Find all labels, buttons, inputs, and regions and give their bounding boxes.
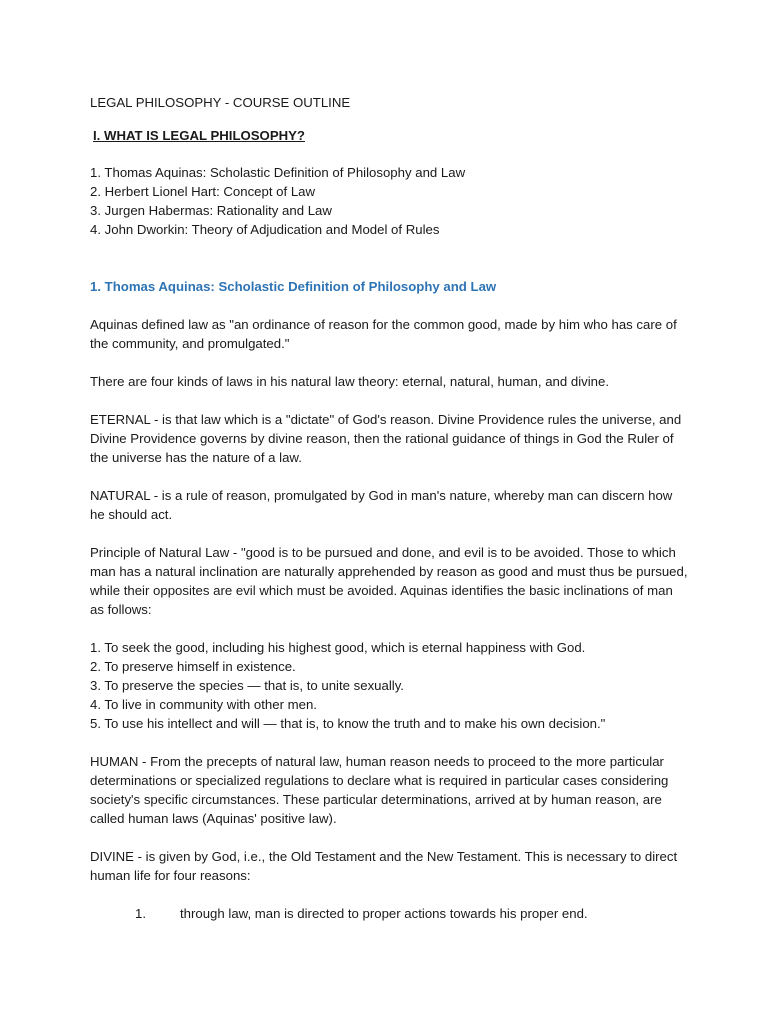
reason-text: through law, man is directed to proper actions towards his proper end. [180,906,588,921]
inclination-item: 2. To preserve himself in existence. [90,659,296,674]
inclinations-list [90,638,690,733]
inclination-item: 4. To live in community with other men. [90,697,317,712]
reason-item [90,904,690,923]
outline-item: 2. Herbert Lionel Hart: Concept of Law [90,184,316,199]
paragraph-human: HUMAN - From the precepts of natural law, human reason needs to proceed to the more particular determinations or specialized regulations to declare what is required in particular cases considering society's specific circumstances. These particular determinations, arrived at by human reason, are called human laws (Aquinas' positive law). [90,754,669,826]
reason-number: 1. [135,906,146,921]
inclination-item: 3. To preserve the species — that is, to unite sexually. [90,678,404,693]
paragraph-definition: Aquinas defined law as "an ordinance of reason for the common good, made by him who has care of the community, and promulgated." [90,317,677,351]
paragraph-principle: Principle of Natural Law - "good is to be pursued and done, and evil is to be avoided. Those to which man has a natural inclination are naturally apprehended by reason as good and must thus be pursued, while their opposites are evil which must be avoided. Aquinas identifies the basic inclinations of man as follows: [90,545,688,617]
outline-list [90,163,690,239]
subsection-heading: 1. Thomas Aquinas: Scholastic Definition of Philosophy and Law [90,279,497,294]
document-title: LEGAL PHILOSOPHY - COURSE OUTLINE [90,95,351,110]
outline-item: 4. John Dworkin: Theory of Adjudication and Model of Rules [90,222,440,237]
document-page [90,93,690,923]
outline-item: 1. Thomas Aquinas: Scholastic Definition of Philosophy and Law [90,165,466,180]
paragraph-eternal: ETERNAL - is that law which is a "dictate" of God's reason. Divine Providence rules the universe, and Divine Providence governs by divine reason, then the rational guidance of things in God the Ruler of the universe has the nature of a law. [90,412,682,465]
paragraph-natural: NATURAL - is a rule of reason, promulgated by God in man's nature, whereby man can discern how he should act. [90,488,673,522]
inclination-item: 5. To use his intellect and will — that is, to know the truth and to make his own decision." [90,716,606,731]
outline-item: 3. Jurgen Habermas: Rationality and Law [90,203,332,218]
paragraph-divine: DIVINE - is given by God, i.e., the Old Testament and the New Testament. This is necessary to direct human life for four reasons: [90,849,678,883]
section-heading: I. WHAT IS LEGAL PHILOSOPHY? [93,128,305,143]
paragraph-four-kinds: There are four kinds of laws in his natural law theory: eternal, natural, human, and divine. [90,374,609,389]
inclination-item: 1. To seek the good, including his highest good, which is eternal happiness with God. [90,640,586,655]
